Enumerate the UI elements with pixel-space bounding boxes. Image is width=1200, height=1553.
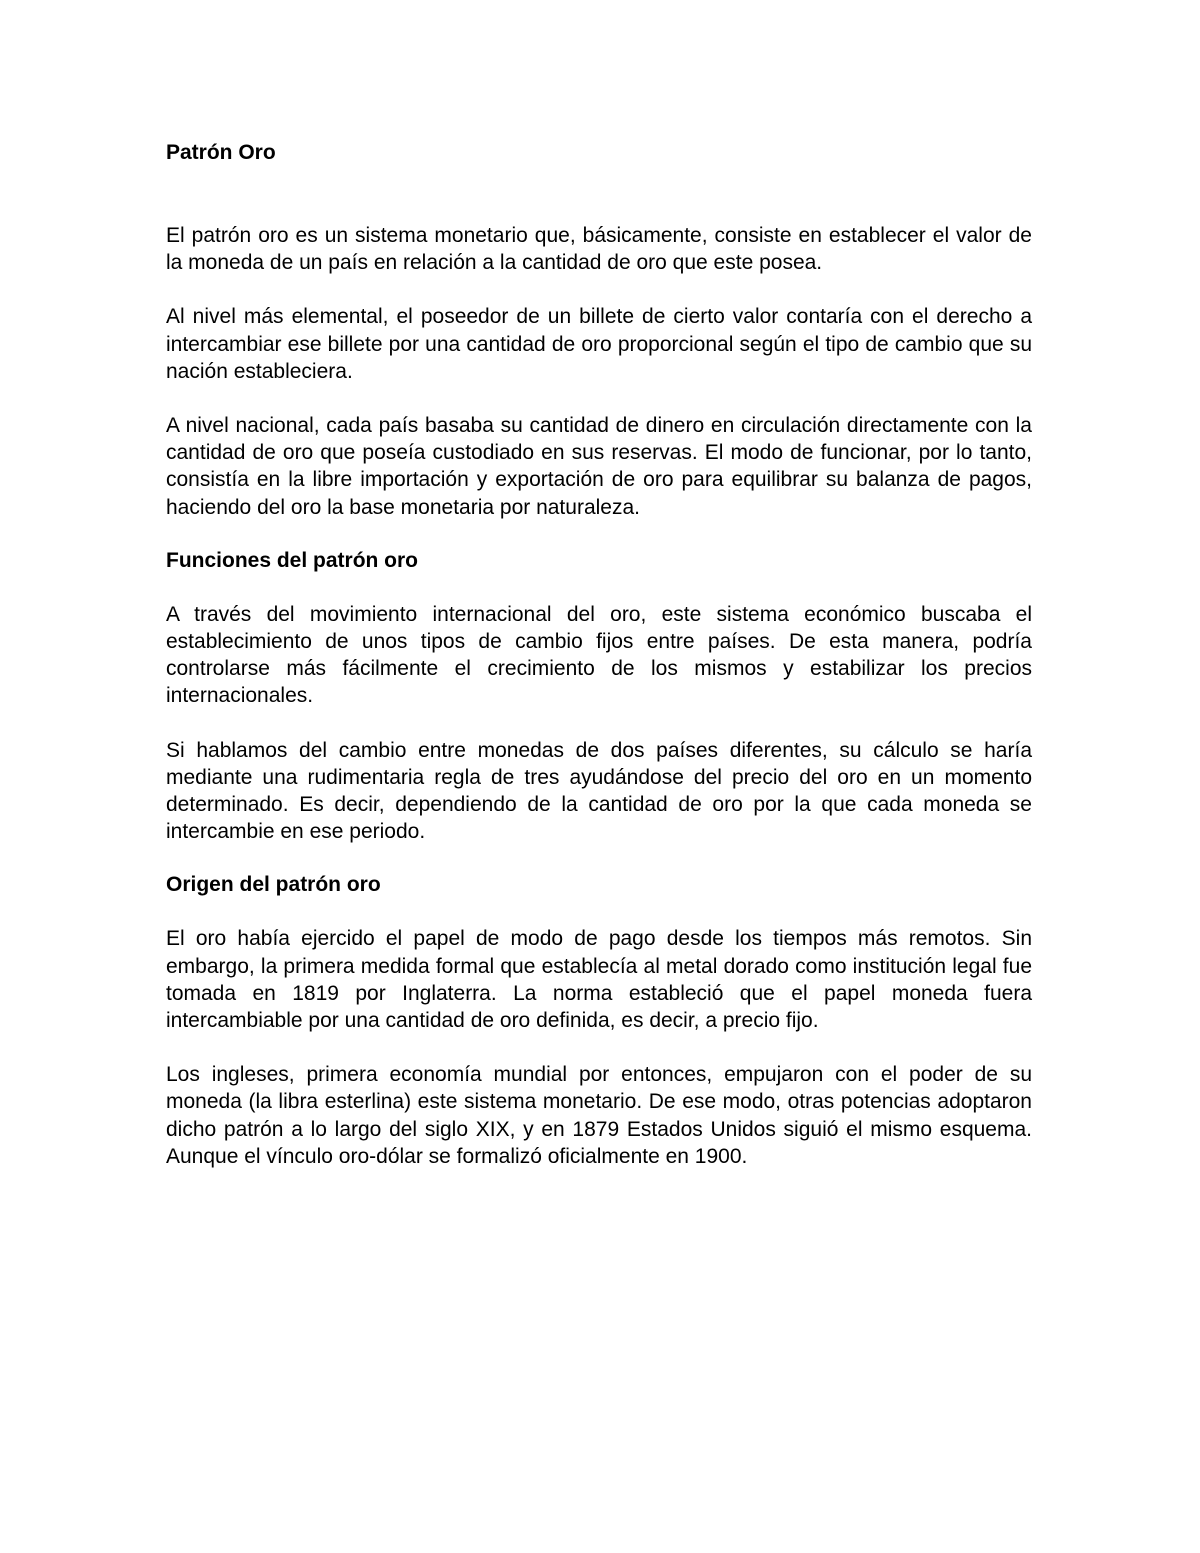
document-title: Patrón Oro (166, 141, 276, 164)
paragraph-intro-2: Al nivel más elemental, el poseedor de un billete de cierto valor contaría con el derecho a intercambiar ese billete por una cantidad de oro proporcional según el tipo de cambio que su nación estableciera. (166, 305, 1032, 383)
document-page (166, 139, 1032, 1170)
paragraph-origen-2: Los ingleses, primera economía mundial por entonces, empujaron con el poder de su moneda (la libra esterlina) este sistema monetario. De ese modo, otras potencias adoptaron dicho patrón a lo largo del siglo XIX, y en 1879 Estados Unidos siguió el mismo esquema. Aunque el vínculo oro-dólar se formalizó oficialmente en 1900. (166, 1063, 1032, 1168)
paragraph-intro-1: El patrón oro es un sistema monetario que, básicamente, consiste en establecer el valor de la moneda de un país en relación a la cantidad de oro que este posea. (166, 224, 1032, 275)
paragraph-funciones-1: A través del movimiento internacional del oro, este sistema económico buscaba el establecimiento de unos tipos de cambio fijos entre países. De esta manera, podría controlarse más fácilmente el crecimiento de los mismos y estabilizar los precios internacionales. (166, 602, 1032, 708)
heading-origen: Origen del patrón oro (166, 873, 381, 897)
paragraph-funciones-2: Si hablamos del cambio entre monedas de dos países diferentes, su cálculo se haría mediante una rudimentaria regla de tres ayudándose del precio del oro en un momento determinado. Es decir, dependiendo de la cantidad de oro por la que cada moneda se intercambie en ese periodo. (166, 738, 1032, 844)
paragraph-intro-3: A nivel nacional, cada país basaba su cantidad de dinero en circulación directamente con la cantidad de oro que poseía custodiado en sus reservas. El modo de funcionar, por lo tanto, consistía en la libre importación y exportación de oro para equilibrar su balanza de pagos, haciendo del oro la base monetaria por naturaleza. (166, 414, 1032, 519)
heading-funciones: Funciones del patrón oro (166, 548, 419, 572)
paragraph-origen-1: El oro había ejercido el papel de modo de pago desde los tiempos más remotos. Sin embargo, la primera medida formal que establecía al metal dorado como institución legal fue tomada en 1819 por Inglaterra. La norma estableció que el papel moneda fuera intercambiable por una cantidad de oro definida, es decir, a precio fijo. (166, 927, 1032, 1033)
